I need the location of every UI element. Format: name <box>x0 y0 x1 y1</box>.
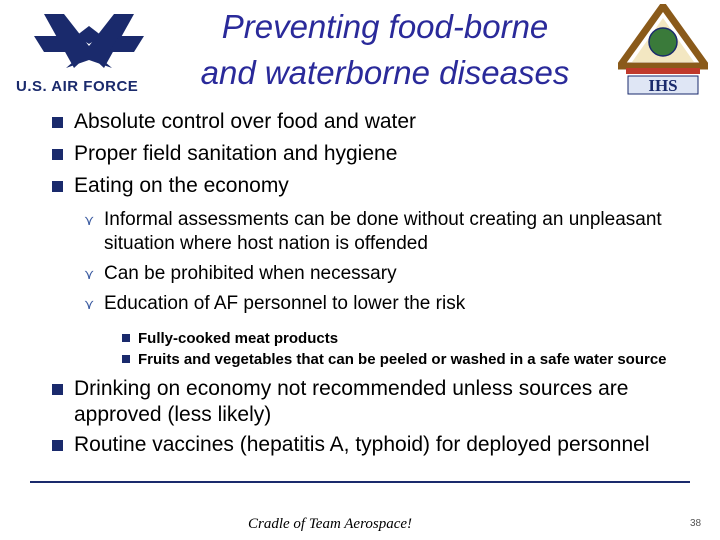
square-bullet-icon <box>52 149 63 160</box>
square-bullet-icon <box>52 181 63 192</box>
square-bullet-icon <box>122 355 130 363</box>
sub-bullet-item: ⋎ Education of AF personnel to lower the risk <box>84 293 466 314</box>
ihs-logo-text: IHS <box>648 76 678 95</box>
bullet-item: Drinking on economy not recommended unless sources are approved (less likely) <box>48 376 708 428</box>
sub-bullet-item: ⋎ Informal assessments can be done without creating an unpleasant situation where host nation is offended <box>84 209 662 254</box>
chevron-bullet-icon: ⋎ <box>84 212 95 228</box>
title-line-2: and waterborne diseases <box>200 54 570 91</box>
bullet-item: Absolute control over food and water <box>48 106 708 138</box>
af-logo-text: U.S. AIR FORCE <box>16 78 139 95</box>
bullet-item: Routine vaccines (hepatitis A, typhoid) for deployed personnel <box>48 432 708 458</box>
chevron-bullet-icon: ⋎ <box>84 266 95 282</box>
square-bullet-icon <box>52 440 63 451</box>
bullet-item: Proper field sanitation and hygiene <box>48 138 708 170</box>
slide-title <box>160 4 610 96</box>
footer-divider <box>30 481 690 483</box>
bullet-item: Eating on the economy <box>48 170 708 202</box>
sub-sub-bullet-item: Fruits and vegetables that can be peeled or washed in a safe water source <box>48 349 708 370</box>
title-line-1: Preventing food-borne <box>221 8 549 45</box>
ihs-logo <box>618 4 708 96</box>
sub-bullet-item: ⋎ Can be prohibited when necessary <box>84 263 397 284</box>
sub-sub-bullet-item: Fully-cooked meat products <box>48 328 708 349</box>
chevron-bullet-icon: ⋎ <box>84 296 95 312</box>
square-bullet-icon <box>122 334 130 342</box>
page-number: 38 <box>690 518 702 529</box>
square-bullet-icon <box>52 384 63 395</box>
footer-slogan: Cradle of Team Aerospace! <box>247 516 413 532</box>
bullet-list <box>48 106 708 458</box>
square-bullet-icon <box>52 117 63 128</box>
